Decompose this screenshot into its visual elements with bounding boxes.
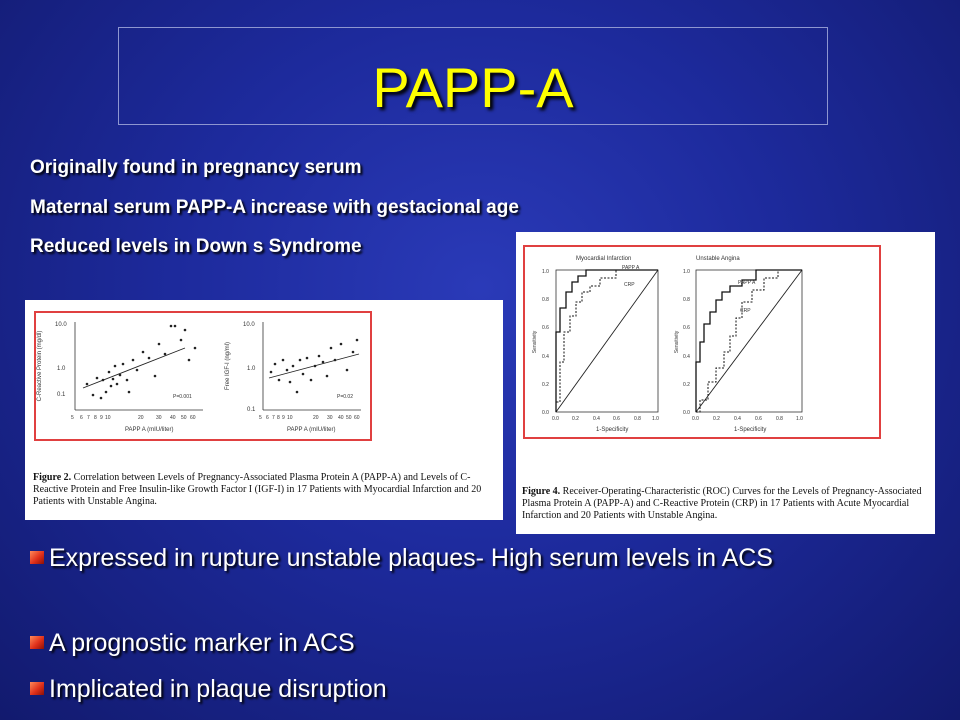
left-pvalue: P=0.001 [173,394,192,400]
right-xtick-5: 10 [287,415,293,421]
figure-4-caption-text: Receiver-Operating-Characteristic (ROC) Curves for the Levels of Pregnancy-Associated Plasma Protein A (PAPP-A) and C-Reactive Protein (CRP) in 17 Patients with Acute Myocardial Infarction and 20 Patients with Unstable Angina. [522,486,922,521]
right-xtick-2: 7 [272,415,275,421]
roc-left-ytick-3: 0.6 [542,325,549,331]
figure-2-caption-label: Figure 2. [33,472,72,483]
right-ylabel: Free IGF-I (ng/ml) [225,341,231,391]
right-xtick-3: 8 [277,415,280,421]
right-xtick-0: 5 [259,415,262,421]
roc-right-xtick-2: 0.4 [734,416,741,422]
roc-left-xtick-0: 0.0 [552,416,559,422]
right-xtick-4: 9 [282,415,285,421]
left-xtick-5: 10 [105,415,111,421]
roc-right-legend-crp: CRP [740,308,751,314]
left-xtick-9: 50 [181,415,187,421]
left-ylabel: C-Reactive Protein (mg/dl) [37,330,43,402]
roc-right-xtick-0: 0.0 [692,416,699,422]
right-xtick-1: 6 [266,415,269,421]
left-ytick-2: 0.1 [57,392,66,398]
roc-right-ylabel: Sensitivity [674,330,680,354]
bullet-item-1 [30,543,890,574]
roc-right-ytick-5: 1.0 [683,269,690,275]
roc-right-xtick-5: 1.0 [796,416,803,422]
right-xlabel: PAPP A (mIU/liter) [287,427,336,433]
roc-right-xtick-4: 0.8 [776,416,783,422]
left-xtick-7: 30 [156,415,162,421]
right-xtick-10: 60 [354,415,360,421]
intro-line-1: Originally found in pregnancy serum [30,157,362,178]
right-pvalue: P=0.02 [337,394,353,400]
roc-right-legend-pappa: PAPP A [738,280,756,286]
left-xlabel: PAPP A (mIU/liter) [125,427,174,433]
roc-left-legend-pappa: PAPP A [622,265,640,271]
roc-left-diagonal [556,270,658,412]
right-ytick-1: 1.0 [247,366,256,372]
roc-left-xlabel: 1-Specificity [596,427,629,433]
left-xtick-4: 9 [100,415,103,421]
left-xtick-6: 20 [138,415,144,421]
right-xtick-8: 40 [338,415,344,421]
left-points [86,325,197,400]
left-xtick-1: 6 [80,415,83,421]
roc-right-xtick-3: 0.6 [755,416,762,422]
roc-left-xtick-2: 0.4 [593,416,600,422]
right-xtick-9: 50 [346,415,352,421]
right-points [270,339,359,394]
left-xtick-2: 7 [87,415,90,421]
figure-4-caption [522,486,932,522]
bullet-text-2: A prognostic marker in ACS [49,629,355,657]
roc-right-ytick-3: 0.6 [683,325,690,331]
right-ytick-0: 10.0 [243,322,255,328]
bullet-item-3 [30,674,387,705]
roc-left-title: Myocardial Infarction [576,256,632,262]
roc-right-plot [674,256,803,433]
figure-2-caption-text: Correlation between Levels of Pregnancy-Associated Plasma Protein A (PAPP-A) and Levels of C-Reactive Protein and Free Insulin-like Growth Factor I (IGF-I) in 17 Patients with Myocardial Infarction and 20 Patients with Unstable Angina. [33,472,482,507]
bullet-item-2 [30,628,355,659]
left-xtick-0: 5 [71,415,74,421]
figure-4 [516,232,935,534]
roc-left-xtick-4: 0.8 [634,416,641,422]
roc-right-ytick-1: 0.2 [683,382,690,388]
slide-title: PAPP-A [372,56,574,119]
roc-right-title: Unstable Angina [696,256,740,262]
roc-right-xlabel: 1-Specificity [734,427,767,433]
left-xtick-10: 60 [190,415,196,421]
figure-2 [25,300,503,520]
roc-left-plot [532,256,659,433]
roc-right-xtick-1: 0.2 [713,416,720,422]
left-ytick-0: 10.0 [55,322,67,328]
right-xtick-6: 20 [313,415,319,421]
left-regression-line [83,348,185,388]
left-xtick-3: 8 [94,415,97,421]
roc-right-diagonal [696,270,802,412]
figure-2-frame [35,312,371,440]
roc-right-ytick-0: 0.0 [683,410,690,416]
figure-2-right-plot [225,322,361,433]
figure-2-left-plot [37,322,203,433]
bullet-text-3: Implicated in plaque disruption [49,675,387,703]
bullet-text-1: Expressed in rupture unstable plaques- High serum levels in ACS [49,544,773,572]
roc-left-xtick-5: 1.0 [652,416,659,422]
roc-right-ytick-4: 0.8 [683,297,690,303]
roc-left-xtick-1: 0.2 [572,416,579,422]
intro-line-3: Reduced levels in Down s Syndrome [30,236,362,257]
roc-right-ytick-2: 0.4 [683,354,690,360]
bullet-square-icon [30,682,44,695]
left-ytick-1: 1.0 [57,366,66,372]
title-box [118,27,828,125]
roc-left-ytick-1: 0.2 [542,382,549,388]
figure-4-caption-label: Figure 4. [522,486,561,497]
roc-left-ylabel: Sensitivity [532,330,538,354]
right-ytick-2: 0.1 [247,407,256,413]
bullet-square-icon [30,636,44,649]
roc-left-ytick-5: 1.0 [542,269,549,275]
right-xtick-7: 30 [327,415,333,421]
figure-2-caption [33,472,495,508]
roc-left-ytick-4: 0.8 [542,297,549,303]
roc-left-ytick-2: 0.4 [542,354,549,360]
left-xtick-8: 40 [170,415,176,421]
roc-left-xtick-3: 0.6 [613,416,620,422]
intro-line-2: Maternal serum PAPP-A increase with gestacional age [30,197,519,218]
bullet-square-icon [30,551,44,564]
roc-left-legend-crp: CRP [624,282,635,288]
roc-left-ytick-0: 0.0 [542,410,549,416]
